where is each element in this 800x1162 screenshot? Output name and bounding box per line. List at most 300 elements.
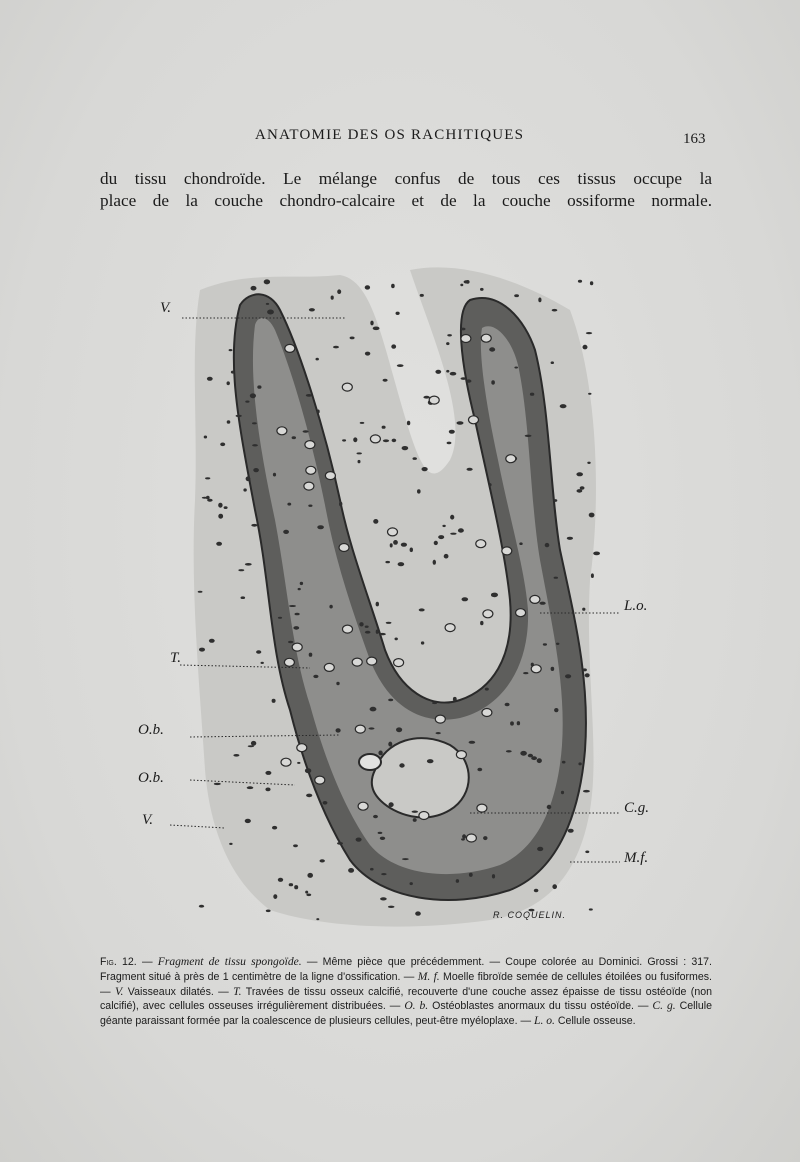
bone-cell-lacuna: [297, 744, 307, 752]
cell-nucleus: [266, 303, 269, 305]
cell-nucleus: [293, 626, 299, 630]
cell-nucleus: [306, 394, 312, 397]
cell-nucleus: [287, 503, 291, 506]
cell-nucleus: [415, 911, 421, 915]
bone-cell-lacuna: [445, 624, 455, 632]
cell-nucleus: [357, 452, 362, 454]
cell-nucleus: [369, 727, 375, 729]
cell-nucleus: [401, 543, 407, 547]
cell-nucleus: [423, 396, 429, 399]
cell-nucleus: [353, 437, 357, 442]
caption-text: Cellule osseuse.: [554, 1015, 636, 1028]
cell-nucleus: [412, 811, 418, 813]
cell-nucleus: [449, 430, 455, 434]
cell-nucleus: [460, 284, 463, 287]
bone-cell-lacuna: [305, 441, 315, 449]
bone-cell-lacuna: [352, 658, 362, 666]
cell-nucleus: [245, 401, 249, 403]
cell-nucleus: [288, 641, 293, 643]
histology-illustration: [130, 250, 690, 940]
caption-abbr: O. b.: [404, 999, 429, 1013]
cell-nucleus: [457, 421, 464, 424]
cell-nucleus: [342, 439, 346, 441]
cell-nucleus: [462, 834, 466, 838]
cell-nucleus: [589, 908, 593, 910]
caption-abbr: C. g.: [652, 999, 676, 1013]
cell-nucleus: [561, 791, 564, 794]
cell-nucleus: [313, 675, 318, 678]
cell-nucleus: [273, 473, 276, 477]
bone-cell-lacuna: [466, 834, 476, 842]
cell-nucleus: [530, 393, 534, 396]
cell-nucleus: [402, 858, 409, 860]
bone-cell-lacuna: [355, 725, 365, 733]
bone-cell-lacuna: [435, 715, 445, 723]
caption-text: Moelle fibroïde semée de cellules étoilées ou fusiformes. —: [100, 970, 712, 998]
cell-nucleus: [224, 506, 228, 509]
cell-nucleus: [204, 436, 207, 439]
cell-nucleus: [385, 561, 390, 563]
cell-nucleus: [589, 513, 595, 518]
label-v-bottom: V.: [142, 812, 153, 828]
cell-nucleus: [360, 422, 365, 424]
bone-cell-lacuna: [342, 383, 352, 391]
cell-nucleus: [365, 285, 370, 289]
bone-cell-lacuna: [429, 396, 439, 404]
cell-nucleus: [461, 838, 465, 840]
cell-nucleus: [562, 761, 566, 764]
cell-nucleus: [365, 352, 370, 356]
cell-nucleus: [395, 638, 398, 641]
cell-nucleus: [323, 801, 328, 805]
bone-cell-lacuna: [531, 665, 541, 673]
cell-nucleus: [264, 279, 270, 284]
cell-nucleus: [308, 505, 312, 507]
cell-nucleus: [538, 298, 541, 303]
cell-nucleus: [305, 768, 311, 773]
bone-cell-lacuna: [315, 776, 325, 784]
cell-nucleus: [587, 462, 590, 464]
cell-nucleus: [265, 771, 271, 775]
cell-nucleus: [462, 597, 469, 601]
cell-nucleus: [578, 762, 581, 765]
cell-nucleus: [391, 344, 396, 348]
bone-cell-lacuna: [419, 812, 429, 820]
cell-nucleus: [420, 294, 424, 297]
label-t: T.: [170, 650, 181, 666]
cell-nucleus: [410, 548, 413, 553]
cell-nucleus: [278, 878, 283, 882]
label-v-top: V.: [160, 300, 171, 316]
label-lo: L.o.: [624, 598, 648, 614]
bone-cell-lacuna: [388, 528, 398, 536]
cell-nucleus: [514, 367, 518, 369]
cell-nucleus: [331, 296, 334, 300]
cell-nucleus: [461, 328, 466, 331]
cell-nucleus: [517, 721, 520, 725]
cell-nucleus: [246, 476, 251, 481]
cell-nucleus: [233, 754, 239, 757]
cell-nucleus: [552, 884, 557, 889]
cell-nucleus: [370, 321, 373, 326]
cell-nucleus: [427, 759, 434, 763]
bone-cell-lacuna: [476, 540, 486, 548]
cell-nucleus: [560, 404, 567, 408]
figure-caption: Fig. 12. — Fragment de tissu spongoïde. — Même pièce que précédemment. — Coupe colorée au Dominici. Grossi : 317. Fragment situé à près de 1 centimètre de la ligne d'ossification. — M. f. Moelle fibroïde semée de cellules étoilées ou fusiformes. — V. Vaisseaux dilatés. — T. Travées de tissu osseux calcifié, recouverte d'une couche assez épaisse de tissu ostéoïde (non calcifié), avec cellules osseuses irrégulièrement distribuées. — O. b. Ostéoblastes anormaux du tissu ostéoïde. — C. g. Cellule géante paraissant formée par la coalescence de plusieurs cellules, peut-être myéloplaxe. — L. o. Cellule osseuse.: [100, 955, 712, 1028]
cell-nucleus: [220, 443, 225, 447]
cell-nucleus: [373, 815, 378, 818]
cell-nucleus: [510, 721, 514, 725]
cell-nucleus: [505, 703, 510, 707]
cell-nucleus: [241, 596, 246, 599]
cell-nucleus: [583, 345, 588, 350]
cell-nucleus: [199, 905, 204, 908]
cell-nucleus: [446, 342, 449, 345]
cell-nucleus: [447, 442, 452, 445]
body-line: place de la couche chondro-calcaire et de la couche ossiforme normale.: [100, 191, 712, 210]
cell-nucleus: [297, 762, 300, 764]
cell-nucleus: [388, 742, 392, 747]
caption-abbr: M. f.: [417, 969, 440, 983]
cell-nucleus: [392, 439, 397, 443]
body-line: du tissu chondroïde. Le mélange confus de tous ces tissus occupe la: [100, 169, 712, 188]
cell-nucleus: [272, 699, 276, 703]
label-mf: M.f.: [624, 850, 649, 866]
cell-nucleus: [461, 377, 467, 380]
cell-nucleus: [417, 489, 421, 493]
cell-nucleus: [492, 874, 495, 878]
cell-nucleus: [261, 662, 264, 664]
cell-nucleus: [253, 468, 259, 472]
cell-nucleus: [256, 650, 261, 654]
cell-nucleus: [525, 435, 532, 437]
cell-nucleus: [422, 467, 428, 471]
bone-cell-lacuna: [284, 658, 294, 666]
running-head: ANATOMIE DES OS RACHITIQUES: [255, 127, 525, 143]
cell-nucleus: [436, 732, 441, 734]
bone-cell-lacuna: [304, 482, 314, 490]
cell-nucleus: [585, 673, 590, 677]
cell-nucleus: [378, 832, 383, 834]
label-cg: C.g.: [624, 800, 650, 816]
cell-nucleus: [243, 488, 246, 491]
cell-nucleus: [567, 537, 573, 540]
cell-nucleus: [252, 444, 258, 446]
cell-nucleus: [480, 288, 484, 291]
cell-nucleus: [391, 284, 395, 288]
bone-cell-lacuna: [306, 466, 316, 474]
cell-nucleus: [438, 535, 444, 539]
cell-nucleus: [251, 524, 257, 527]
cell-nucleus: [350, 337, 355, 340]
cell-nucleus: [336, 682, 339, 685]
cell-nucleus: [540, 602, 546, 605]
cell-nucleus: [295, 613, 300, 616]
caption-text: — Même pièce que précédemment. — Coupe colorée au Dominici. Grossi : 317. Fragment situé à près de 1 centimètre de la ligne d'ossification. —: [100, 956, 712, 983]
cell-nucleus: [388, 906, 395, 908]
bone-cell-lacuna: [367, 657, 377, 665]
cell-nucleus: [370, 707, 377, 712]
cell-nucleus: [551, 667, 555, 671]
bone-cell-lacuna: [477, 804, 487, 812]
cell-nucleus: [543, 643, 547, 645]
cell-nucleus: [292, 436, 296, 439]
cell-nucleus: [229, 349, 233, 351]
cell-nucleus: [370, 868, 374, 871]
cell-nucleus: [245, 563, 252, 566]
cell-nucleus: [390, 543, 393, 547]
cell-nucleus: [453, 697, 457, 701]
cell-nucleus: [396, 727, 402, 732]
cell-nucleus: [396, 312, 400, 315]
cell-nucleus: [556, 643, 559, 645]
cell-nucleus: [469, 741, 476, 744]
cell-nucleus: [413, 457, 417, 460]
cell-nucleus: [432, 702, 437, 704]
cell-nucleus: [289, 605, 296, 607]
cell-nucleus: [209, 639, 215, 643]
cell-nucleus: [483, 836, 487, 840]
bone-cell-lacuna: [394, 659, 404, 667]
bone-cell-lacuna: [343, 625, 353, 633]
cell-nucleus: [450, 515, 454, 520]
cell-nucleus: [480, 621, 483, 625]
cell-nucleus: [231, 371, 235, 374]
cell-nucleus: [491, 593, 498, 598]
cell-nucleus: [257, 385, 261, 388]
bone-cell-lacuna: [281, 758, 291, 766]
caption-fig-title: Fragment de tissu spongoïde.: [157, 955, 302, 968]
cell-nucleus: [547, 805, 552, 809]
bone-cell-lacuna: [469, 416, 479, 424]
cell-nucleus: [316, 918, 319, 920]
cell-nucleus: [434, 541, 438, 545]
bone-cell-lacuna: [516, 609, 526, 617]
cell-nucleus: [378, 751, 382, 756]
cell-nucleus: [444, 554, 449, 559]
cell-nucleus: [413, 818, 417, 822]
cell-nucleus: [303, 430, 309, 432]
cell-nucleus: [205, 477, 210, 479]
cell-nucleus: [576, 472, 583, 476]
cell-nucleus: [359, 622, 363, 626]
cell-nucleus: [398, 562, 405, 566]
bone-cell-lacuna: [358, 802, 368, 810]
cell-nucleus: [545, 543, 550, 547]
caption-abbr: L. o.: [534, 1014, 555, 1028]
bone-cell-lacuna: [324, 663, 334, 671]
cell-nucleus: [293, 844, 298, 847]
bone-cell-lacuna: [483, 610, 493, 618]
cell-nucleus: [393, 540, 398, 545]
caption-text: Ostéoblastes anormaux du tissu ostéoïde. —: [428, 1000, 653, 1013]
cell-nucleus: [580, 486, 585, 489]
cell-nucleus: [464, 280, 469, 283]
caption-fig-number: Fig. 12.: [100, 956, 137, 968]
cell-nucleus: [278, 617, 282, 619]
cell-nucleus: [469, 873, 473, 877]
cell-nucleus: [380, 837, 385, 840]
cell-nucleus: [227, 381, 230, 385]
cell-nucleus: [537, 847, 543, 851]
cell-nucleus: [247, 786, 254, 789]
cell-nucleus: [485, 688, 489, 691]
cell-nucleus: [554, 708, 558, 712]
cell-nucleus: [306, 794, 312, 798]
cell-nucleus: [283, 530, 289, 534]
cell-nucleus: [410, 882, 413, 885]
cell-nucleus: [227, 420, 231, 424]
cell-nucleus: [307, 873, 313, 878]
label-ob2: O.b.: [138, 770, 164, 786]
cell-nucleus: [206, 496, 210, 500]
cell-nucleus: [489, 347, 495, 351]
cell-nucleus: [565, 674, 571, 678]
cell-nucleus: [273, 894, 277, 899]
cell-nucleus: [388, 699, 393, 702]
cell-nucleus: [373, 519, 378, 524]
caption-abbr: V.: [114, 984, 124, 998]
cell-nucleus: [216, 542, 222, 546]
cell-nucleus: [399, 763, 404, 767]
cell-nucleus: [488, 483, 491, 486]
cell-nucleus: [386, 622, 392, 624]
cell-nucleus: [519, 542, 522, 545]
bone-cell-lacuna: [461, 335, 471, 343]
cell-nucleus: [467, 468, 473, 471]
cell-nucleus: [214, 783, 221, 785]
cell-nucleus: [397, 364, 404, 367]
cell-nucleus: [583, 668, 587, 671]
cell-nucleus: [306, 894, 311, 897]
cell-nucleus: [309, 308, 315, 311]
bone-cell-lacuna: [506, 455, 516, 463]
cell-nucleus: [552, 309, 558, 312]
bone-cell-lacuna: [285, 344, 295, 352]
cell-nucleus: [356, 838, 362, 842]
label-ob1: O.b.: [138, 722, 164, 738]
cell-nucleus: [458, 528, 464, 532]
cell-nucleus: [450, 372, 457, 376]
cell-nucleus: [358, 460, 361, 463]
cell-nucleus: [337, 289, 341, 294]
cell-nucleus: [553, 499, 557, 502]
cell-nucleus: [348, 868, 354, 873]
cell-nucleus: [333, 346, 339, 349]
bone-cell-lacuna: [482, 709, 492, 717]
cell-nucleus: [523, 672, 528, 674]
cell-nucleus: [568, 829, 574, 833]
cell-nucleus: [554, 577, 558, 579]
cell-nucleus: [320, 859, 325, 862]
illustrator-signature: R. COQUELIN.: [493, 910, 567, 920]
cell-nucleus: [365, 631, 371, 634]
bone-cell-lacuna: [325, 472, 335, 480]
cell-nucleus: [491, 380, 495, 384]
caption-abbr: T.: [233, 984, 242, 998]
cell-nucleus: [298, 588, 301, 590]
cell-nucleus: [514, 294, 519, 297]
bone-cell-lacuna: [530, 595, 540, 603]
cell-nucleus: [381, 873, 387, 875]
bone-cell-lacuna: [277, 427, 287, 435]
cell-nucleus: [266, 910, 271, 913]
page-number: 163: [683, 131, 706, 147]
cell-nucleus: [442, 525, 445, 527]
bone-cell-lacuna: [292, 643, 302, 651]
caption-text: Travées de tissu osseux calcifié, recouverte d'une couche assez épaisse de tissu ostéoïde (non calcifié), avec cellules osseuses irrégulièrement distribuées. —: [100, 985, 712, 1013]
caption-text: Vaisseaux dilatés. —: [123, 985, 234, 998]
cell-nucleus: [317, 410, 320, 414]
cell-nucleus: [305, 891, 308, 894]
cell-nucleus: [582, 608, 585, 611]
cell-nucleus: [329, 605, 332, 609]
cell-nucleus: [402, 446, 409, 450]
cell-nucleus: [379, 633, 386, 635]
cell-nucleus: [365, 626, 369, 628]
cell-nucleus: [551, 361, 554, 364]
cell-nucleus: [339, 502, 342, 507]
cell-nucleus: [477, 768, 482, 772]
cell-nucleus: [588, 393, 591, 395]
cell-nucleus: [245, 819, 251, 823]
cell-nucleus: [456, 879, 459, 883]
cell-nucleus: [537, 758, 542, 763]
cell-nucleus: [590, 281, 593, 285]
cell-nucleus: [252, 422, 257, 424]
cell-nucleus: [407, 421, 410, 426]
cell-nucleus: [251, 286, 257, 291]
cell-nucleus: [218, 514, 223, 519]
cell-nucleus: [383, 379, 388, 382]
cell-nucleus: [229, 843, 232, 845]
cell-nucleus: [450, 533, 456, 535]
cell-nucleus: [466, 379, 471, 382]
bone-cell-lacuna: [456, 751, 466, 759]
cell-nucleus: [380, 897, 387, 900]
cell-nucleus: [267, 310, 274, 315]
bone-cell-lacuna: [370, 435, 380, 443]
cell-nucleus: [447, 334, 452, 336]
bone-cell-lacuna: [339, 544, 349, 552]
cell-nucleus: [272, 826, 277, 830]
cell-nucleus: [376, 630, 379, 634]
cell-nucleus: [337, 842, 343, 845]
cell-nucleus: [218, 503, 222, 508]
cell-nucleus: [289, 883, 293, 886]
cell-nucleus: [389, 802, 394, 807]
cell-nucleus: [300, 582, 303, 585]
cell-nucleus: [373, 327, 380, 331]
cell-nucleus: [586, 332, 592, 334]
cell-nucleus: [585, 851, 589, 854]
cell-nucleus: [336, 728, 341, 732]
cell-nucleus: [435, 370, 441, 374]
giant-cell: [359, 754, 381, 770]
cell-nucleus: [534, 889, 539, 893]
cell-nucleus: [236, 415, 242, 417]
cell-nucleus: [593, 552, 600, 556]
cell-nucleus: [294, 885, 298, 889]
cell-nucleus: [446, 370, 449, 373]
cell-nucleus: [383, 439, 389, 442]
body-paragraph: [100, 168, 712, 212]
cell-nucleus: [317, 525, 324, 529]
cell-nucleus: [382, 426, 386, 429]
cell-nucleus: [198, 591, 203, 593]
cell-nucleus: [531, 756, 537, 760]
cell-nucleus: [506, 750, 512, 752]
